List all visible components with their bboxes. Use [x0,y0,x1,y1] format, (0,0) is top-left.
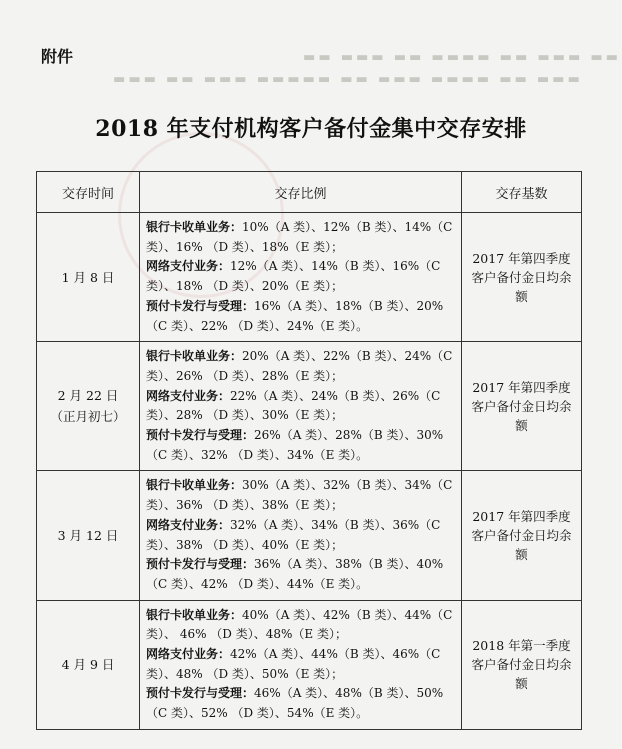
deposit-date-cell [37,600,140,729]
bank-card-label: 银行卡收单业务： [146,478,243,493]
online-payment-ratio: 22%（A 类）、24%（B 类）、26%（C 类）、28% （D 类）、30%（E 类）； [146,388,441,423]
bank-card-label: 银行卡收单业务： [146,607,243,622]
prepaid-card-ratio: 26%（A 类）、28%（B 类）、30%（C 类）、32% （D 类）、34%（E 类）。 [146,428,444,462]
online-payment-label: 网络支付业务： [146,388,231,403]
deposit-date-cell [37,471,140,600]
deposit-ratio-cell [140,213,462,342]
online-payment-ratio: 42%（A 类）、44%（B 类）、46%（C 类）、48% （D 类）、50%（E 类）； [146,647,441,681]
header-time: 交存时间 [37,172,140,213]
bank-card-label: 银行卡收单业务： [146,349,243,364]
table-row [37,213,582,342]
table-row [37,342,582,471]
prepaid-card-ratio: 36%（A 类）、38%（B 类）、40%（C 类）、42% （D 类）、44%（E 类）。 [146,557,444,591]
deposit-base-cell: 2017 年第四季度客户备付金日均余额 [462,342,582,471]
online-payment-label: 网络支付业务： [146,259,231,274]
deposit-date-cell [37,213,140,342]
deposit-date: 3 月 12 日 [57,528,119,544]
table-header-row [37,172,582,213]
bleed-through-texture: ▬▬ ▬▬▬ ▬▬ ▬▬▬▬ ▬▬ ▬▬▬ ▬▬ [300,50,618,65]
attachment-label: 附件 [41,47,74,66]
bank-card-ratio: 10%（A 类）、12%（B 类）、14%（C 类）、16% （D 类）、18%（E 类）； [146,220,453,254]
table-row [37,600,582,729]
prepaid-card-label: 预付卡发行与受理： [146,298,255,313]
deposit-date: 1 月 8 日 [61,269,115,285]
deposit-date: 4 月 9 日 [61,657,115,673]
online-payment-ratio: 12%（A 类）、14%（B 类）、16%（C 类）、18% （D 类）、20%（E 类）； [146,259,441,294]
deposit-date: 2 月 22 日 [57,388,119,404]
prepaid-card-ratio: 16%（A 类）、18%（B 类）、20%（C 类）、22% （D 类）、24%（E 类）。 [146,298,444,333]
prepaid-card-ratio: 46%（A 类）、48%（B 类）、50%（C 类）、52% （D 类）、54%（E 类）。 [146,686,444,721]
header-base: 交存基数 [462,172,582,213]
bleed-through-texture: ▬▬▬ ▬▬ ▬▬▬▬ ▬▬▬ ▬▬ ▬▬▬▬▬ ▬▬▬ ▬▬ ▬▬▬ [110,72,580,87]
deposit-base-cell: 2017 年第四季度客户备付金日均余额 [462,213,582,342]
deposit-ratio-cell [140,342,462,471]
online-payment-ratio: 32%（A 类）、34%（B 类）、36%（C 类）、38% （D 类）、40%（E 类）； [146,517,441,552]
bank-card-ratio: 40%（A 类）、42%（B 类）、44%（C 类）、 46% （D 类）、48%（E 类）； [146,607,453,642]
deposit-base-cell: 2017 年第四季度客户备付金日均余额 [462,471,582,600]
page-title: 2018 年支付机构客户备付金集中交存安排 [95,116,527,142]
online-payment-label: 网络支付业务： [146,647,231,662]
prepaid-card-label: 预付卡发行与受理： [146,557,255,572]
online-payment-label: 网络支付业务： [146,517,231,532]
header-ratio: 交存比例 [140,172,462,213]
table-row [37,471,582,600]
bank-card-label: 银行卡收单业务： [146,220,243,234]
deposit-date-cell [37,342,140,471]
deposit-date-note: （正月初七） [50,409,126,425]
prepaid-card-label: 预付卡发行与受理： [146,686,255,701]
prepaid-card-label: 预付卡发行与受理： [146,428,255,443]
deposit-ratio-cell [140,471,462,600]
bank-card-ratio: 30%（A 类）、32%（B 类）、34%（C 类）、36% （D 类）、38%（E 类）； [146,478,453,513]
deposit-schedule-table [36,171,582,730]
deposit-base-cell: 2018 年第一季度客户备付金日均余额 [462,600,582,729]
deposit-ratio-cell [140,600,462,729]
bank-card-ratio: 20%（A 类）、22%（B 类）、24%（C 类）、26% （D 类）、28%（E 类）； [146,349,453,383]
